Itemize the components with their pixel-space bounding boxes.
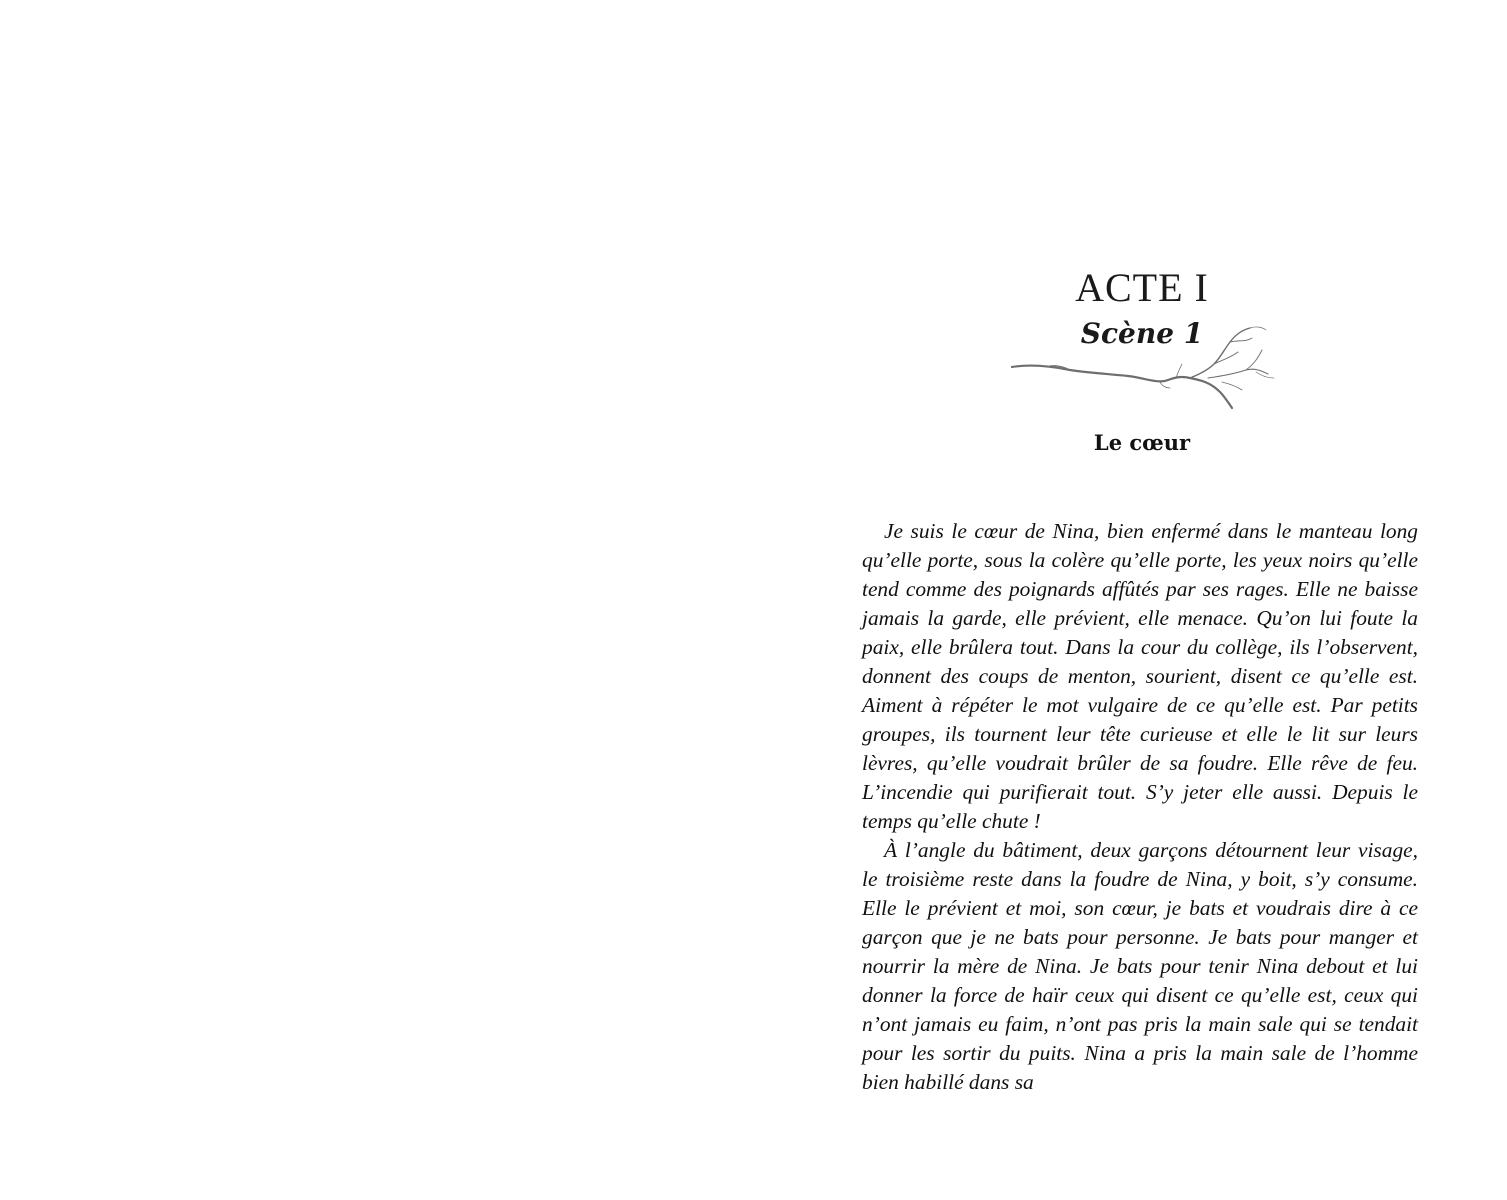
chapter-body [862,517,1418,1097]
left-page-blank [0,0,753,1200]
scene-title: Scène 1 [1080,317,1204,350]
paragraph: Je suis le cœur de Nina, bien enfermé dans le manteau long qu’elle porte, sous la colère qu’elle porte, les yeux noirs qu’elle tend comme des poignards affûtés par ses rages. Elle ne baisse jamais la garde, elle prévient, elle menace. Qu’on lui foute la paix, elle brûlera tout. Dans la cour du collège, ils l’observent, donnent des coups de menton, sourient, disent ce qu’elle est. Aiment à répéter le mot vulgaire de ce qu’elle est. Par petits groupes, ils tournent leur tête curieuse et elle le lit sur leurs lèvres, qu’elle voudrait brûler de sa foudre. Elle rêve de feu. L’incendie qui purifierait tout. S’y jeter elle aussi. Depuis le temps qu’elle chute ! [862,519,1418,833]
paragraph: À l’angle du bâtiment, deux garçons détournent leur visage, le troisième reste dans la foudre de Nina, y boit, s’y consume. Elle le prévient et moi, son cœur, je bats et voudrais dire à ce garçon que je ne bats pour personne. Je bats pour manger et nourrir la mère de Nina. Je bats pour tenir Nina debout et lui donner la force de haïr ceux qui disent ce qu’elle est, ceux qui n’ont jamais eu faim, n’ont pas pris la main sale qui se tendait pour les sortir du puits. Nina a pris la main sale de l’homme bien habillé dans sa [862,838,1418,1094]
branch-ornament-icon [1010,322,1278,414]
chapter-title: Le cœur [1093,430,1191,455]
act-title: ACTE I [1075,265,1209,310]
